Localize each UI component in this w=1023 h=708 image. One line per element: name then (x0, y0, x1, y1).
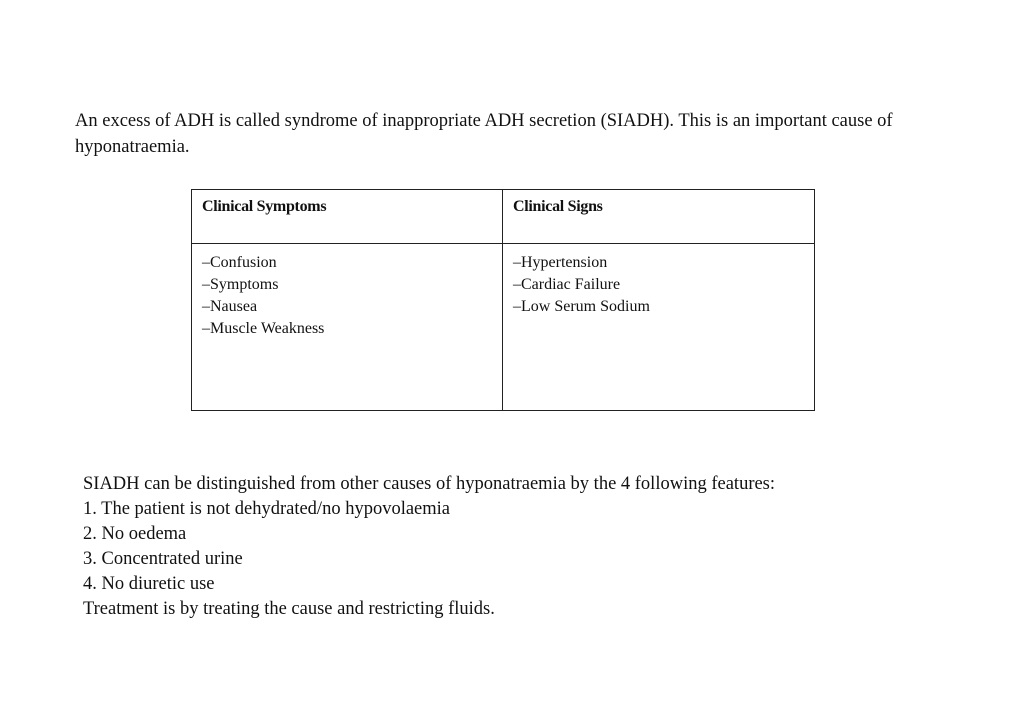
feature-item: 2. No oedema (83, 524, 187, 544)
symptom-item: –Muscle Weakness (202, 320, 325, 337)
symptom-item: –Symptoms (202, 276, 279, 293)
signs-cell (503, 244, 815, 411)
sign-item: –Hypertension (513, 254, 608, 271)
sign-item: –Low Serum Sodium (513, 298, 650, 315)
header-clinical-symptoms: Clinical Symptoms (192, 190, 503, 244)
sign-item: –Cardiac Failure (513, 276, 621, 293)
symptom-item: –Confusion (202, 254, 277, 271)
symptom-item: –Nausea (202, 298, 258, 315)
features-paragraph (83, 472, 983, 622)
features-closing: Treatment is by treating the cause and restricting fluids. (83, 599, 495, 619)
table-header-row (192, 190, 815, 244)
feature-item: 3. Concentrated urine (83, 549, 243, 569)
table-row (192, 244, 815, 411)
features-lead: SIADH can be distinguished from other causes of hyponatraemia by the 4 following features: (83, 474, 776, 494)
feature-item: 1. The patient is not dehydrated/no hypovolaemia (83, 499, 451, 519)
symptoms-cell (192, 244, 503, 411)
header-clinical-signs: Clinical Signs (503, 190, 815, 244)
feature-item: 4. No diuretic use (83, 574, 215, 594)
intro-paragraph: An excess of ADH is called syndrome of inappropriate ADH secretion (SIADH). This is an important cause of hyponatraemia. (75, 111, 893, 157)
clinical-table (191, 189, 815, 411)
